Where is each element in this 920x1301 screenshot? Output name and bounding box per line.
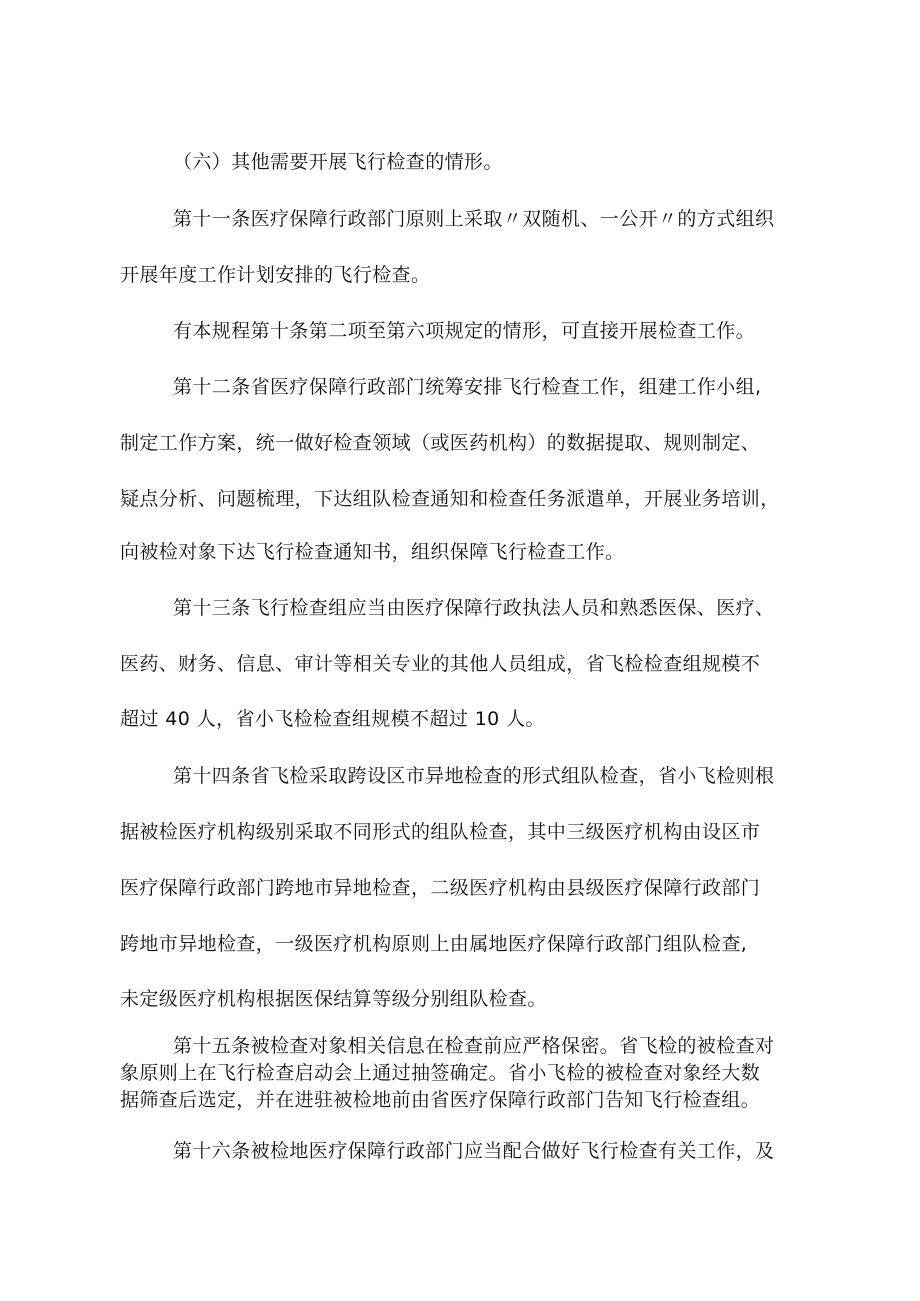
paragraph-line: （六）其他需要开展飞行检查的情形。 <box>173 151 503 173</box>
paragraph-line: 开展年度工作计划安排的飞行检查。 <box>120 264 431 286</box>
paragraph-line: 第十三条飞行检查组应当由医疗保障行政执法人员和熟悉医保、医疗、 <box>173 597 775 619</box>
paragraph-line: 第十六条被检地医疗保障行政部门应当配合做好飞行检查有关工作，及 <box>173 1140 775 1162</box>
paragraph-line: 第十四条省飞检采取跨设区市异地检查的形式组队检查，省小飞检则根 <box>173 765 775 787</box>
paragraph-line: 据筛查后选定，并在进驻被检地前由省医疗保障行政部门告知飞行检查组。 <box>120 1089 761 1111</box>
paragraph-line: 据被检医疗机构级别采取不同形式的组队检查，其中三级医疗机构由设区市 <box>120 821 761 843</box>
paragraph-line: 超过 40 人，省小飞检检查组规模不超过 10 人。 <box>120 708 545 730</box>
paragraph-line: 第十一条医疗保障行政部门原则上采取〃双随机、一公开〃的方式组织 <box>173 208 775 230</box>
paragraph-line: 第十五条被检查对象相关信息在检查前应严格保密。省飞检的被检查对 <box>173 1035 775 1057</box>
paragraph-line: 医疗保障行政部门跨地市异地检查，二级医疗机构由县级医疗保障行政部门 <box>120 877 761 899</box>
paragraph-line: 有本规程第十条第二项至第六项规定的情形，可直接开展检查工作。 <box>173 320 756 342</box>
paragraph-line: 第十二条省医疗保障行政部门统筹安排飞行检查工作，组建工作小组, <box>173 376 762 398</box>
paragraph-line: 象原则上在飞行检查启动会上通过抽签确定。省小飞检的被检查对象经大数 <box>120 1062 761 1084</box>
paragraph-line: 跨地市异地检查，一级医疗机构原则上由属地医疗保障行政部门组队检查, <box>120 933 748 955</box>
paragraph-line: 医药、财务、信息、审计等相关专业的其他人员组成，省飞检检查组规模不 <box>120 653 761 675</box>
paragraph-line: 疑点分析、问题梳理，下达组队检查通知和检查任务派遣单，开展业务培训， <box>120 488 780 510</box>
paragraph-line: 向被检对象下达飞行检查通知书，组织保障飞行检查工作。 <box>120 541 625 563</box>
paragraph-line: 制定工作方案，统一做好检查领域（或医药机构）的数据提取、规则制定、 <box>120 432 761 454</box>
paragraph-line: 未定级医疗机构根据医保结算等级分别组队检查。 <box>120 988 547 1010</box>
